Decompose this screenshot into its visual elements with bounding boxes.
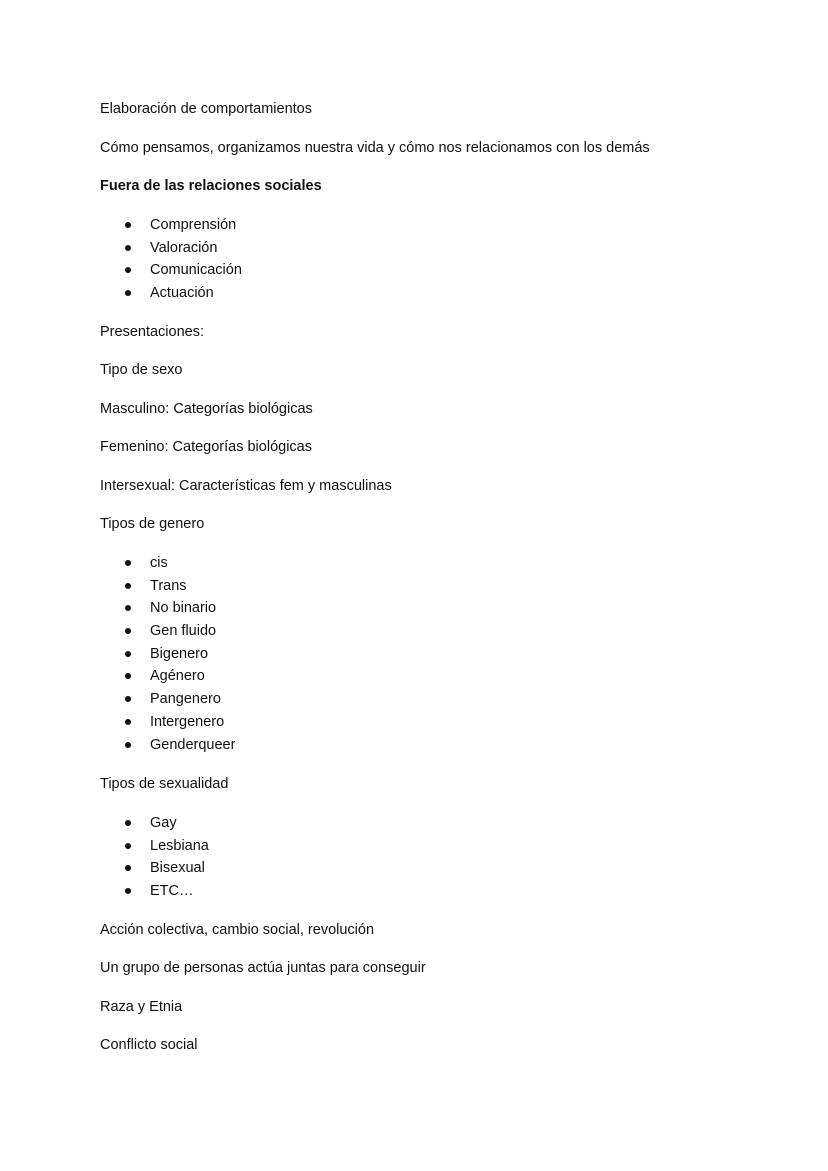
bullet-icon bbox=[125, 628, 131, 634]
tipo-sexo-text: Tipo de sexo bbox=[100, 362, 183, 378]
raza-text: Raza y Etnia bbox=[100, 999, 183, 1015]
list-item: Pangenero bbox=[100, 688, 235, 711]
bullet-icon bbox=[125, 290, 131, 296]
list-item: Bisexual bbox=[100, 857, 209, 880]
grupo-text: Un grupo de personas actúa juntas para conseguir bbox=[100, 960, 426, 976]
bullet-icon bbox=[125, 696, 131, 702]
conflicto-text: Conflicto social bbox=[100, 1037, 198, 1053]
bullet-icon bbox=[125, 843, 131, 849]
list-generos bbox=[100, 552, 235, 756]
bullet-icon bbox=[125, 583, 131, 589]
list-item: ETC… bbox=[100, 880, 209, 903]
list-item: Comprensión bbox=[100, 214, 242, 237]
tipos-genero-text: Tipos de genero bbox=[100, 516, 205, 532]
tipos-sexualidad-text: Tipos de sexualidad bbox=[100, 776, 229, 792]
list-item: Gen fluido bbox=[100, 620, 235, 643]
heading: Elaboración de comportamientos bbox=[100, 101, 312, 117]
list-item: Bigenero bbox=[100, 643, 235, 666]
list-item: Genderqueer bbox=[100, 734, 235, 757]
section-heading: Fuera de las relaciones sociales bbox=[100, 178, 322, 194]
list-item: Gay bbox=[100, 812, 209, 835]
list-item: Intergenero bbox=[100, 711, 235, 734]
bullet-icon bbox=[125, 267, 131, 273]
list-item: cis bbox=[100, 552, 235, 575]
bullet-icon bbox=[125, 742, 131, 748]
bullet-icon bbox=[125, 605, 131, 611]
bullet-icon bbox=[125, 651, 131, 657]
bullet-icon bbox=[125, 820, 131, 826]
list-item: Trans bbox=[100, 575, 235, 598]
bullet-icon bbox=[125, 888, 131, 894]
list-item: Actuación bbox=[100, 282, 242, 305]
list-relaciones bbox=[100, 214, 242, 305]
bullet-icon bbox=[125, 673, 131, 679]
subtitle: Cómo pensamos, organizamos nuestra vida y cómo nos relacionamos con los demás bbox=[100, 140, 650, 156]
femenino-text: Femenino: Categorías biológicas bbox=[100, 439, 312, 455]
bullet-icon bbox=[125, 245, 131, 251]
list-item: Comunicación bbox=[100, 259, 242, 282]
masculino-text: Masculino: Categorías biológicas bbox=[100, 401, 313, 417]
bullet-icon bbox=[125, 560, 131, 566]
intersexual-text: Intersexual: Características fem y masculinas bbox=[100, 478, 392, 494]
list-item: Lesbiana bbox=[100, 835, 209, 858]
accion-text: Acción colectiva, cambio social, revolución bbox=[100, 922, 375, 938]
list-sexualidad bbox=[100, 812, 209, 903]
list-item: No binario bbox=[100, 597, 235, 620]
list-item: Valoración bbox=[100, 237, 242, 260]
bullet-icon bbox=[125, 865, 131, 871]
presentaciones-text: Presentaciones: bbox=[100, 324, 204, 340]
list-item: Agénero bbox=[100, 665, 235, 688]
bullet-icon bbox=[125, 719, 131, 725]
bullet-icon bbox=[125, 222, 131, 228]
